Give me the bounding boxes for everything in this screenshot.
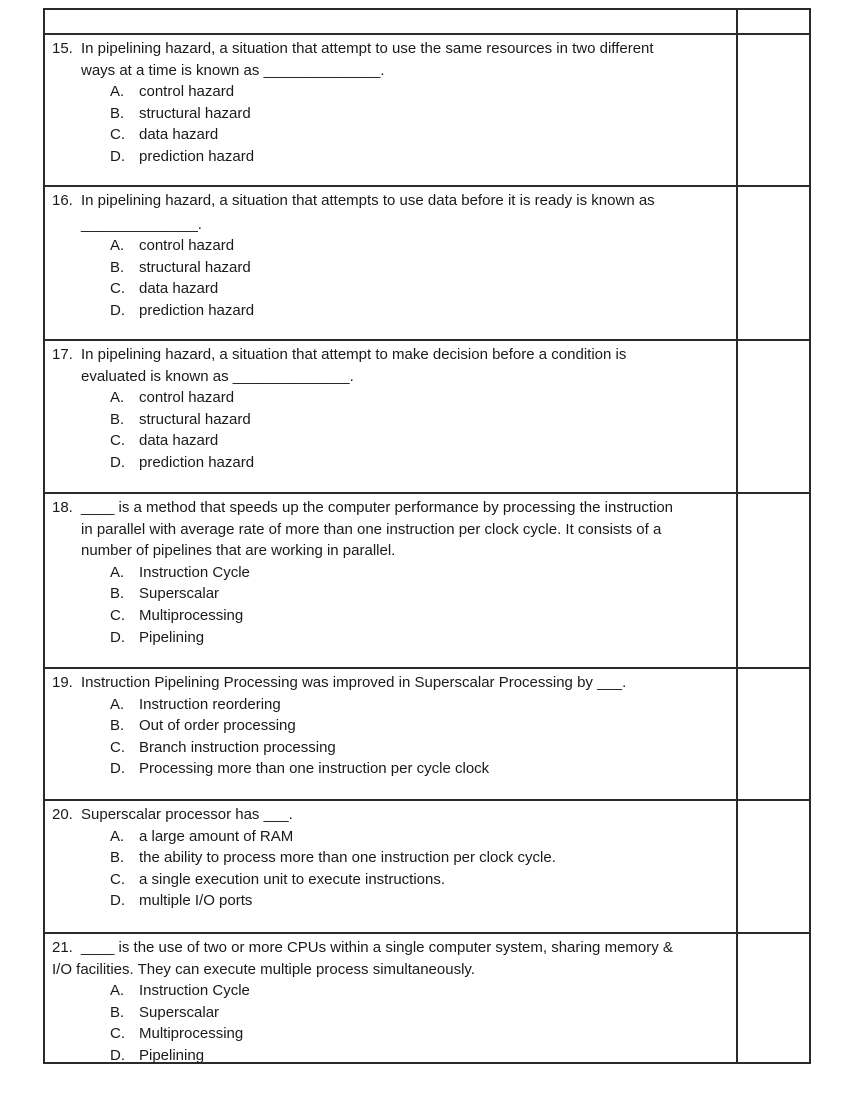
question-text: In pipelining hazard, a situation that attempt to make decision before a condition is evaluated is known as ______________. xyxy=(81,346,627,385)
options-list xyxy=(52,562,736,648)
question-text: Superscalar processor has ___. xyxy=(81,806,293,823)
question-table xyxy=(43,8,811,1064)
options-list xyxy=(52,387,736,473)
option-a: A. Instruction Cycle xyxy=(110,982,250,1000)
option-d: D. prediction hazard xyxy=(110,453,255,471)
option-b: B. structural hazard xyxy=(110,104,251,122)
answer-cell[interactable] xyxy=(738,35,809,185)
header-question-cell xyxy=(45,10,738,33)
question-row-15 xyxy=(45,33,809,185)
option-a: A. control hazard xyxy=(110,83,235,101)
question-cell xyxy=(45,35,738,185)
option-c: C. a single execution unit to execute instructions. xyxy=(110,870,446,888)
options-list xyxy=(52,980,736,1066)
question-cell xyxy=(45,934,738,1062)
question-text: Instruction Pipelining Processing was improved in Superscalar Processing by ___. xyxy=(81,674,627,691)
question-row-17 xyxy=(45,339,809,492)
option-a: A. control hazard xyxy=(110,389,235,407)
question-number: 15. xyxy=(52,40,73,57)
option-c: C. Multiprocessing xyxy=(110,1025,244,1043)
question-number: 19. xyxy=(52,674,73,691)
option-b: B. structural hazard xyxy=(110,410,251,428)
option-a: A. Instruction Cycle xyxy=(110,563,250,581)
answer-blank: ______________ xyxy=(81,215,198,233)
options-list xyxy=(52,81,736,167)
option-d: D. multiple I/O ports xyxy=(110,892,253,910)
option-b: B. the ability to process more than one instruction per clock cycle. xyxy=(110,849,556,867)
question-number: 18. xyxy=(52,499,73,516)
answer-cell[interactable] xyxy=(738,934,809,1062)
option-b: B. Out of order processing xyxy=(110,717,296,735)
option-d: D. prediction hazard xyxy=(110,301,255,319)
option-d: D. Pipelining xyxy=(110,1046,205,1064)
question-cell xyxy=(45,669,738,799)
question-row-18 xyxy=(45,492,809,667)
answer-cell[interactable] xyxy=(738,801,809,932)
answer-cell[interactable] xyxy=(738,669,809,799)
question-number: 16. xyxy=(52,192,73,209)
question-number: 17. xyxy=(52,346,73,363)
answer-blank: ______________ xyxy=(263,61,381,79)
options-list xyxy=(52,826,736,912)
option-c: C. Multiprocessing xyxy=(110,606,244,624)
option-d: D. prediction hazard xyxy=(110,147,255,165)
table-header-row xyxy=(45,10,809,33)
answer-cell[interactable] xyxy=(738,494,809,667)
answer-blank: ____ xyxy=(81,939,115,956)
option-c: C. data hazard xyxy=(110,126,219,144)
header-answer-cell xyxy=(738,10,809,33)
answer-blank: ___ xyxy=(597,674,623,691)
answer-blank: ______________ xyxy=(232,367,350,385)
question-text: In pipelining hazard, a situation that attempt to use the same resources in two different ways at a time is known as ______________. xyxy=(81,40,654,79)
question-number: 21. xyxy=(52,939,73,956)
question-row-16 xyxy=(45,185,809,339)
options-list xyxy=(52,694,736,780)
option-b: B. Superscalar xyxy=(110,1003,220,1021)
option-c: C. data hazard xyxy=(110,432,219,450)
option-c: C. data hazard xyxy=(110,280,219,298)
option-b: B. structural hazard xyxy=(110,258,251,276)
option-d: D. Pipelining xyxy=(110,628,205,646)
question-text: ____ is a method that speeds up the computer performance by processing the instruction in parallel with average rate of more than one instruction per clock cycle. It consists of a number of pipelines that are working in parallel. xyxy=(81,499,674,560)
question-text: ____ is the use of two or more CPUs within a single computer system, sharing memory & I/O facilities. They can execute multiple process simultaneously. xyxy=(52,939,673,978)
option-d: D. Processing more than one instruction per cycle clock xyxy=(110,760,490,778)
option-a: A. a large amount of RAM xyxy=(110,827,294,845)
option-b: B. Superscalar xyxy=(110,585,220,603)
answer-blank: ____ xyxy=(81,499,115,516)
question-cell xyxy=(45,801,738,932)
question-cell xyxy=(45,494,738,667)
answer-blank: ___ xyxy=(263,806,289,823)
question-row-20 xyxy=(45,799,809,932)
option-a: A. Instruction reordering xyxy=(110,695,281,713)
question-text: In pipelining hazard, a situation that attempts to use data before it is ready is known as ______________. xyxy=(81,192,655,233)
question-row-21 xyxy=(45,932,809,1062)
option-c: C. Branch instruction processing xyxy=(110,738,336,756)
option-a: A. control hazard xyxy=(110,237,235,255)
question-number: 20. xyxy=(52,806,73,823)
answer-cell[interactable] xyxy=(738,341,809,492)
question-cell xyxy=(45,187,738,339)
answer-cell[interactable] xyxy=(738,187,809,339)
question-row-19 xyxy=(45,667,809,799)
question-cell xyxy=(45,341,738,492)
options-list xyxy=(52,235,736,321)
